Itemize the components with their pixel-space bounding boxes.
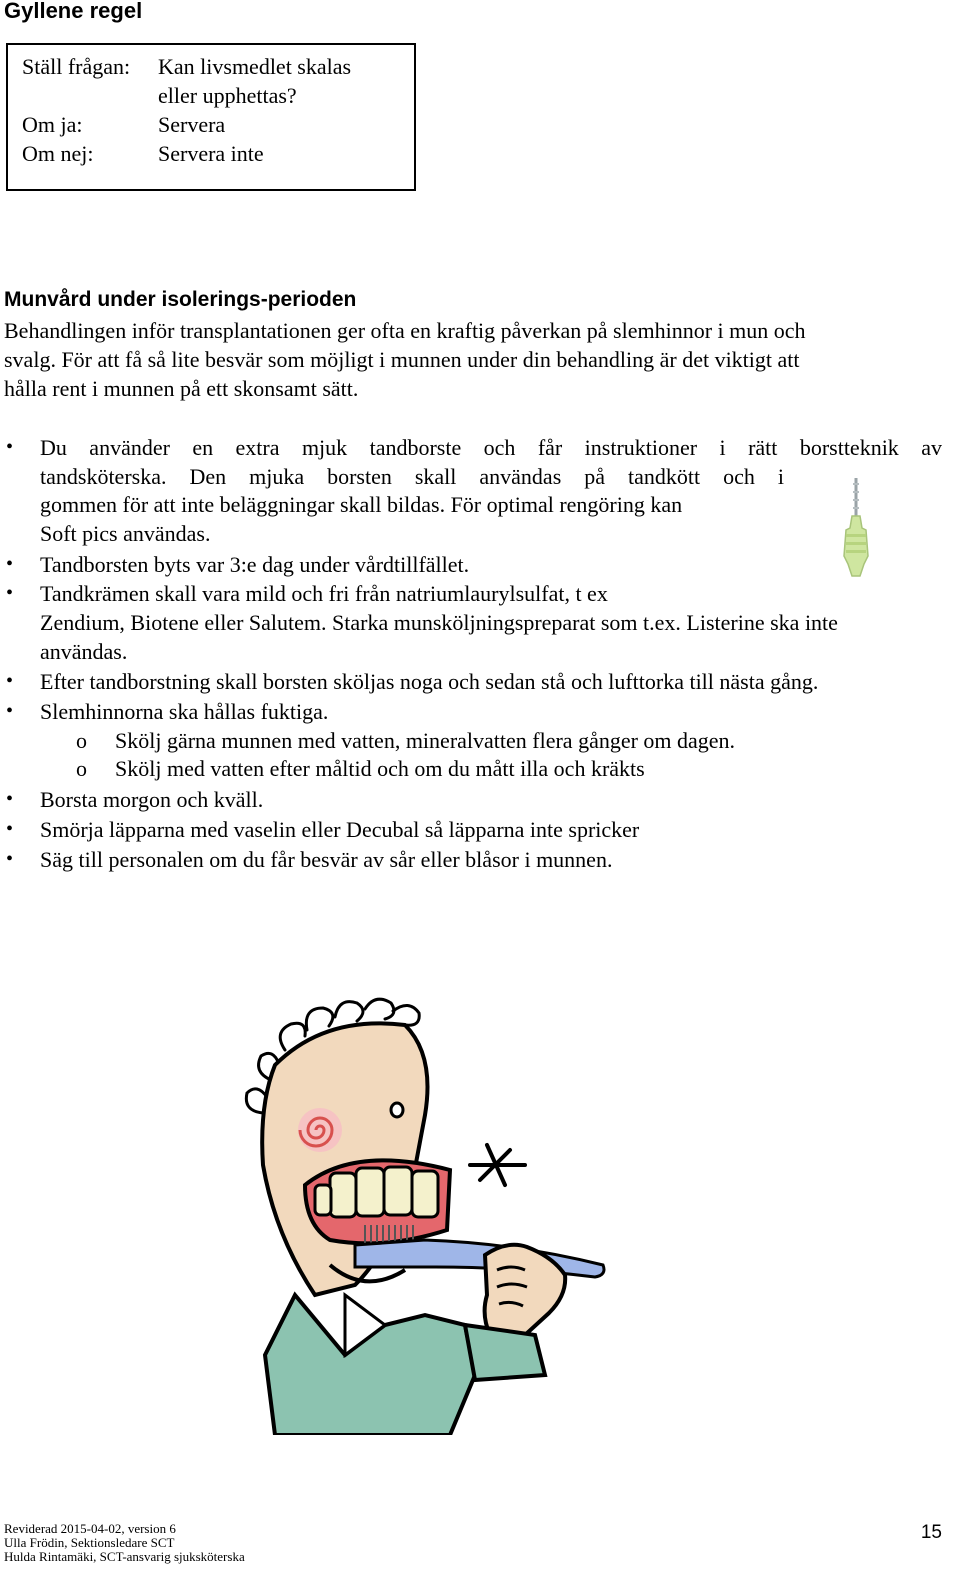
bullet-marker: • (6, 582, 14, 604)
bullet-marker: • (6, 436, 14, 458)
footer-revision: Reviderad 2015-04-02, version 6 (4, 1521, 176, 1536)
bullet-1-line-2: tandsköterska. Den mjuka borsten skall användas på tandkött och i (40, 464, 784, 489)
bullet-3-line-3: användas. (40, 639, 128, 664)
bullet-1-line-1: Du använder en extra mjuk tandborste och får instruktioner i rätt borstteknik av (40, 435, 942, 460)
golden-rule-box (6, 43, 416, 191)
sub-bullet-marker: o (76, 728, 87, 753)
intro-line-3: hålla rent i munnen på ett skonsamt sätt. (4, 376, 359, 401)
tooth-brushing-cartoon (235, 995, 615, 1435)
intro-line-1: Behandlingen inför transplantationen ger ofta en kraftig påverkan på slemhinnor i mun och (4, 318, 806, 343)
footer-author-2: Hulda Rintamäki, SCT-ansvarig sjuksköterska (4, 1549, 245, 1564)
ask-label: Ställ frågan: (22, 54, 131, 79)
no-label: Om nej: (22, 141, 94, 166)
section-title: Munvård under isolerings-perioden (4, 288, 357, 311)
ask-question-line2: eller upphettas? (158, 83, 297, 108)
footer-author-1: Ulla Frödin, Sektionsledare SCT (4, 1535, 175, 1550)
bullet-marker: • (6, 700, 14, 722)
bullet-4: Efter tandborstning skall borsten sköljas noga och sedan stå och lufttorka till nästa gång. (40, 669, 819, 694)
bullet-marker: • (6, 818, 14, 840)
bullet-5: Slemhinnorna ska hållas fuktiga. (40, 699, 329, 724)
sub-bullet-marker: o (76, 756, 87, 781)
bullet-marker: • (6, 553, 14, 575)
ask-question-line1: Kan livsmedlet skalas (158, 54, 352, 79)
soft-pick-illustration (836, 476, 876, 580)
page-heading: Gyllene regel (4, 0, 143, 23)
intro-line-2: svalg. För att få så lite besvär som möjligt i munnen under din behandling är det viktigt att (4, 347, 800, 372)
bullet-7: Smörja läpparna med vaselin eller Decubal så läpparna inte spricker (40, 817, 640, 842)
bullet-1-line-4: Soft pics användas. (40, 521, 211, 546)
no-value: Servera inte (158, 141, 264, 166)
bullet-6: Borsta morgon och kväll. (40, 787, 264, 812)
bullet-marker: • (6, 788, 14, 810)
bullet-8: Säg till personalen om du får besvär av sår eller blåsor i munnen. (40, 847, 613, 872)
page-number: 15 (920, 1522, 942, 1543)
yes-label: Om ja: (22, 112, 83, 137)
bullet-marker: • (6, 848, 14, 870)
bullet-2: Tandborsten byts var 3:e dag under vårdtillfället. (40, 552, 470, 577)
yes-value: Servera (158, 112, 226, 137)
bullet-1-line-3: gommen för att inte beläggningar skall bildas. För optimal rengöring kan (40, 492, 683, 517)
bullet-3-line-2: Zendium, Biotene eller Salutem. Starka munsköljningspreparat som t.ex. Listerine ska inte (40, 610, 838, 635)
bullet-marker: • (6, 670, 14, 692)
bullet-5-sub-2: Skölj med vatten efter måltid och om du mått illa och kräkts (115, 756, 645, 781)
bullet-5-sub-1: Skölj gärna munnen med vatten, mineralvatten flera gånger om dagen. (115, 728, 736, 753)
bullet-3-line-1: Tandkrämen skall vara mild och fri från natriumlaurylsulfat, t ex (40, 581, 608, 606)
